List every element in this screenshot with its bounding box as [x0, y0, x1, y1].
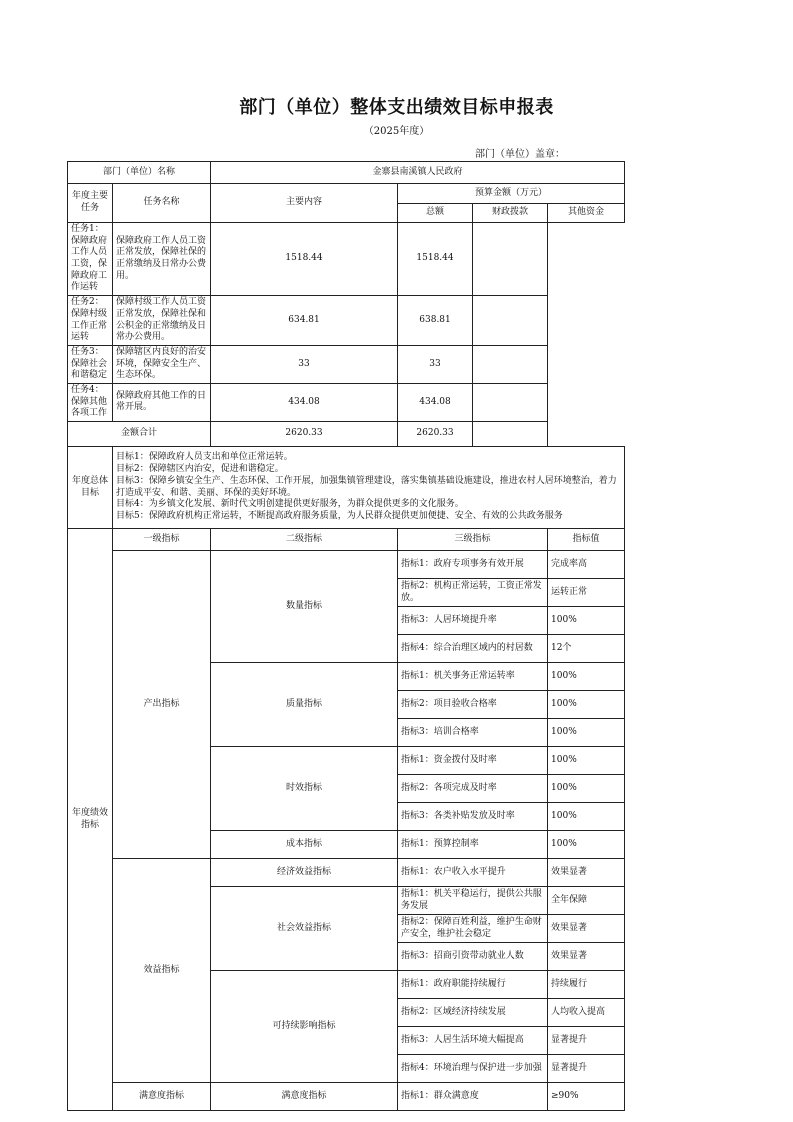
task-total: 434.08 [211, 383, 398, 421]
col-budget: 预算金额（万元） [398, 184, 625, 204]
level2-indicator: 成本指标 [211, 831, 398, 859]
indicator-value: 100% [548, 691, 625, 719]
col-level2: 二级指标 [211, 529, 398, 551]
report-year: （2025年度） [363, 126, 430, 137]
indicator-value: 100% [548, 747, 625, 775]
indicator-value: 显著提升 [548, 1027, 625, 1055]
indicator-header-row [68, 529, 625, 551]
indicator-value: 100% [548, 803, 625, 831]
level3-indicator: 指标1：机关平稳运行，提供公共服务发展 [398, 887, 548, 915]
level3-indicator: 指标3：各类补贴发放及时率 [398, 803, 548, 831]
level3-indicator: 指标2：保障百姓利益，维护生命财产安全，维护社会稳定 [398, 915, 548, 943]
indicator-value: 运转正常 [548, 579, 625, 607]
level3-indicator: 指标3：人居环境提升率 [398, 607, 548, 635]
indicator-row [68, 551, 625, 579]
task-name: 任务2：保障村级工作正常运转 [68, 296, 113, 346]
task-other [473, 383, 548, 421]
indicator-value: 人均收入提高 [548, 999, 625, 1027]
level3-indicator: 指标2：项目验收合格率 [398, 691, 548, 719]
indicator-value: 效果显著 [548, 915, 625, 943]
indicator-value: 效果显著 [548, 859, 625, 887]
performance-target-table [67, 161, 625, 1111]
sum-label: 金额合计 [68, 422, 211, 447]
dept-name: 金寨县南溪镇人民政府 [211, 162, 625, 184]
indicator-value: 持续履行 [548, 971, 625, 999]
level3-indicator: 指标2：区域经济持续发展 [398, 999, 548, 1027]
goal-line: 目标4：为乡镇文化发展、新时代文明创建提供更好服务，为群众提供更多的文化服务。 [116, 499, 464, 510]
task-name: 任务3：保障社会和谐稳定 [68, 345, 113, 383]
goal-line: 目标2：保障辖区内治安，促进和谐稳定。 [116, 464, 284, 475]
level3-indicator: 指标3：招商引资带动就业人数 [398, 943, 548, 971]
page-title: 部门（单位）整体支出绩效目标申报表 [239, 97, 554, 118]
stamp-label: 部门（单位）盖章： [475, 149, 565, 160]
col-task-name: 任务名称 [113, 184, 211, 223]
goals-row [68, 447, 625, 529]
task-name: 任务4：保障其他各项工作 [68, 383, 113, 421]
task-row [68, 223, 625, 296]
indicator-row [68, 859, 625, 887]
level3-indicator: 指标1：群众满意度 [398, 1083, 548, 1111]
level3-indicator: 指标3：人居生活环境大幅提高 [398, 1027, 548, 1055]
task-name: 任务1：保障政府工作人员工资，保障政府工作运转 [68, 223, 113, 296]
task-fiscal: 33 [398, 345, 473, 383]
goals-content [113, 447, 625, 529]
level1-indicator: 效益指标 [113, 859, 211, 1083]
level3-indicator: 指标2：机构正常运转，工资正常发放。 [398, 579, 548, 607]
task-other [473, 223, 548, 296]
indicator-value: 效果显著 [548, 943, 625, 971]
task-content: 保障政府工作人员工资正常发放，保障社保的正常缴纳及日常办公费用。 [113, 223, 211, 296]
col-indicator-value: 指标值 [548, 529, 625, 551]
level2-indicator: 满意度指标 [211, 1083, 398, 1111]
col-fiscal: 财政拨款 [473, 204, 548, 223]
level3-indicator: 指标4：环境治理与保护进一步加强 [398, 1055, 548, 1083]
task-header-row [68, 184, 625, 204]
indicator-value: 100% [548, 607, 625, 635]
indicator-value: 100% [548, 775, 625, 803]
indicator-value: ≥90% [548, 1083, 625, 1111]
sum-other [473, 422, 548, 447]
level3-indicator: 指标2：各项完成及时率 [398, 775, 548, 803]
task-fiscal: 1518.44 [398, 223, 473, 296]
level2-indicator: 社会效益指标 [211, 887, 398, 971]
task-total: 1518.44 [211, 223, 398, 296]
level3-indicator: 指标1：预算控制率 [398, 831, 548, 859]
col-main-content: 主要内容 [211, 184, 398, 223]
indicator-row [68, 1083, 625, 1111]
indicator-value: 显著提升 [548, 1055, 625, 1083]
task-content: 保障政府其他工作的日常开展。 [113, 383, 211, 421]
goals-section-label: 年度总体目标 [68, 447, 113, 529]
goal-line: 目标5：保障政府机构正常运转，不断提高政府服务质量，为人民群众提供更加便捷、安全、有效的公共政务服务 [116, 510, 563, 521]
task-fiscal: 638.81 [398, 296, 473, 346]
task-content: 保障村级工作人员工资正常发放，保障社保和公积金的正常缴纳及日常办公费用。 [113, 296, 211, 346]
level2-indicator: 质量指标 [211, 663, 398, 747]
level2-indicator: 可持续影响指标 [211, 971, 398, 1083]
task-other [473, 296, 548, 346]
goal-line: 目标1：保障政府人员支出和单位正常运转。 [116, 452, 293, 463]
level3-indicator: 指标1：机关事务正常运转率 [398, 663, 548, 691]
goal-line: 目标3：保障乡镇安全生产、生态环保、工作开展，加强集镇管理建设，落实集镇基础设施建设，推进农村人居环境整治，着力打造成平安、和谐、美丽、环保的美好环境。 [116, 475, 617, 498]
task-sum-row [68, 422, 625, 447]
task-row [68, 345, 625, 383]
indicator-value: 100% [548, 719, 625, 747]
task-fiscal: 434.08 [398, 383, 473, 421]
col-total: 总额 [398, 204, 473, 223]
level3-indicator: 指标1：政府专项事务有效开展 [398, 551, 548, 579]
indicator-value: 100% [548, 663, 625, 691]
level2-indicator: 数量指标 [211, 551, 398, 663]
col-level1: 一级指标 [113, 529, 211, 551]
level3-indicator: 指标3：培训合格率 [398, 719, 548, 747]
col-level3: 三级指标 [398, 529, 548, 551]
level3-indicator: 指标1：农户收入水平提升 [398, 859, 548, 887]
sum-fiscal: 2620.33 [398, 422, 473, 447]
level3-indicator: 指标4：综合治理区域内的村居数 [398, 635, 548, 663]
indicator-value: 100% [548, 831, 625, 859]
indicator-section-label: 年度绩效指标 [68, 529, 113, 1111]
level3-indicator: 指标1：政府职能持续履行 [398, 971, 548, 999]
task-total: 634.81 [211, 296, 398, 346]
level1-indicator: 满意度指标 [113, 1083, 211, 1111]
col-other: 其他资金 [548, 204, 625, 223]
dept-row [68, 162, 625, 184]
task-section-label: 年度主要任务 [68, 184, 113, 223]
indicator-value: 全年保障 [548, 887, 625, 915]
task-total: 33 [211, 345, 398, 383]
level2-indicator: 时效指标 [211, 747, 398, 831]
task-other [473, 345, 548, 383]
indicator-value: 12个 [548, 635, 625, 663]
task-content: 保障辖区内良好的治安环境，保障安全生产、生态环保。 [113, 345, 211, 383]
level2-indicator: 经济效益指标 [211, 859, 398, 887]
level3-indicator: 指标1：资金拨付及时率 [398, 747, 548, 775]
sum-total: 2620.33 [211, 422, 398, 447]
task-row [68, 383, 625, 421]
indicator-value: 完成率高 [548, 551, 625, 579]
task-row [68, 296, 625, 346]
dept-label: 部门（单位）名称 [68, 162, 211, 184]
level1-indicator: 产出指标 [113, 551, 211, 859]
